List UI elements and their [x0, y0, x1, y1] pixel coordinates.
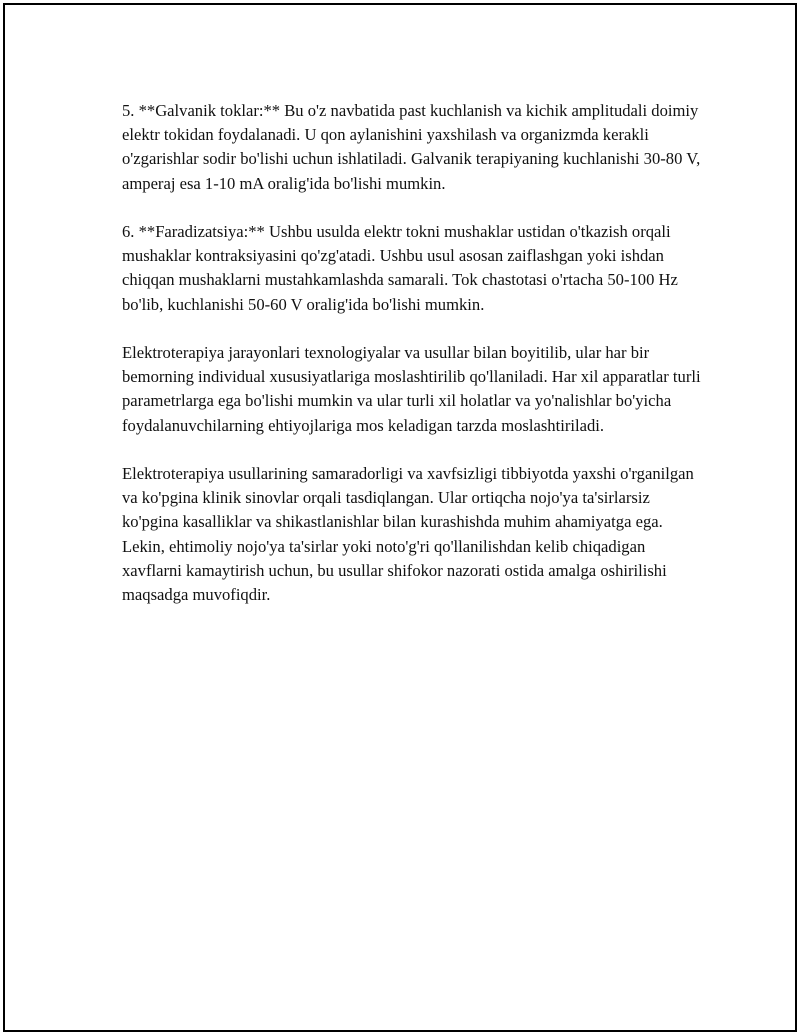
- paragraph-technology: Elektroterapiya jarayonlari texnologiyalar va usullar bilan boyitilib, ular har bir bemorning individual xususiyatlariga moslashtirilib qo'llaniladi. Har xil apparatlar turli parametrlarga ega bo'lishi mumkin va ular turli xil holatlar va yo'nalishlar bo'yicha foydalanuvchilarning ehtiyojlariga mos keladigan tarzda moslashtiriladi.: [122, 343, 701, 435]
- page-frame: [3, 3, 797, 1032]
- paragraph-galvanik-toklar: 5. **Galvanik toklar:** Bu o'z navbatida past kuchlanish va kichik amplitudali doimiy elektr tokidan foydalanadi. U qon aylanishini yaxshilash va organizmda kerakli o'zgarishlar sodir bo'lishi uchun ishlatiladi. Galvanik terapiyaning kuchlanishi 30-80 V, amperaj esa 1-10 mA oralig'ida bo'lishi mumkin.: [122, 101, 701, 193]
- document-body: [122, 99, 704, 631]
- paragraph-safety: Elektroterapiya usullarining samaradorligi va xavfsizligi tibbiyotda yaxshi o'rganilgan va ko'pgina klinik sinovlar orqali tasdiqlangan. Ular ortiqcha nojo'ya ta'sirlarsiz ko'pgina kasalliklar va shikastlanishlar bilan kurashishda muhim ahamiyatga ega. Lekin, ehtimoliy nojo'ya ta'sirlar yoki noto'g'ri qo'llanilishdan kelib chiqadigan xavflarni kamaytirish uchun, bu usullar shifokor nazorati ostida amalga oshirilishi maqsadga muvofiqdir.: [122, 464, 694, 605]
- paragraph-faradizatsiya: 6. **Faradizatsiya:** Ushbu usulda elektr tokni mushaklar ustidan o'tkazish orqali mushaklar kontraksiyasini qo'zg'atadi. Ushbu usul asosan zaiflashgan yoki ishdan chiqqan mushaklarni mustahkamlashda samarali. Tok chastotasi o'rtacha 50-100 Hz bo'lib, kuchlanishi 50-60 V oralig'ida bo'lishi mumkin.: [122, 222, 678, 314]
